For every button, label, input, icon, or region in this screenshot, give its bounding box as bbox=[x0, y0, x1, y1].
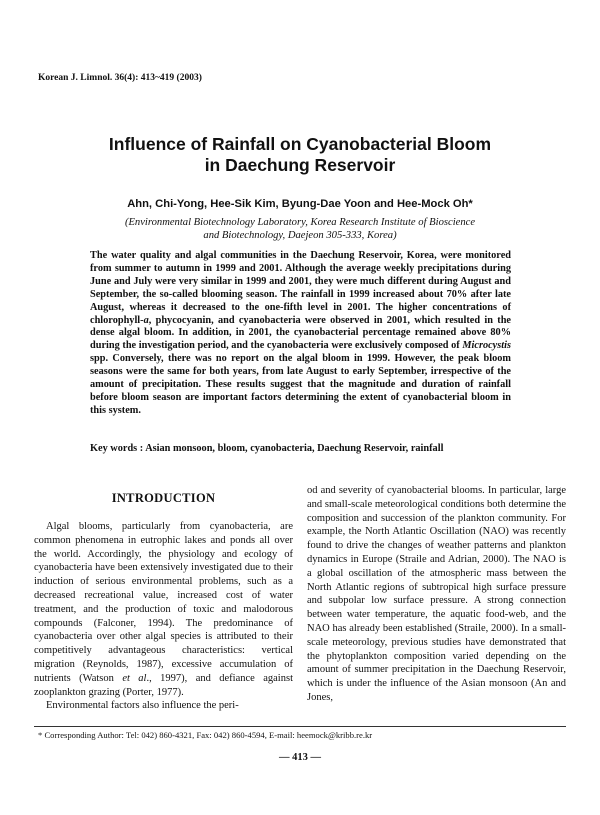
intro-p1-text-a: Algal blooms, particularly from cyanobacteria, are common phenomena in eutrophic lakes and ponds all over the world. Accordingly, the physiology and ecology of cyanobacteria have been extensively investigated due to their induction of serious environmental problems, such as a decreased recreational value, increased cost of water treatment, and the production of toxic and malodorous compounds (Falconer, 1994). The predominance of cyanobacteria over other algal species is attributed to their competitively advantageous characteristics: vertical migration (Reynolds, 1987), excessive accumulation of nutrients (Watson bbox=[34, 521, 293, 684]
corresponding-author-footnote: * Corresponding Author: Tel: 042) 860-4321, Fax: 042) 860-4594, E-mail: heemock@kribb.re.kr bbox=[38, 730, 373, 740]
abstract-chl-a: a bbox=[143, 314, 149, 326]
left-column bbox=[34, 520, 293, 713]
intro-p1-etal: et al bbox=[122, 672, 147, 684]
right-column bbox=[307, 484, 566, 705]
intro-paragraph-2-continued: od and severity of cyanobacterial blooms. In particular, large and small-scale meteorological conditions both determine the composition and succession of the plankton community. For example, the North Atlantic Oscillation (NAO) was recently found to drive the changes of weather patterns and plankton dynamics in Europe (Straile and Adrian, 2000). The NAO is a global oscillation of the atmospheric mass between the North Atlantic regions of subtropical high surface pressure and subpolar low surface pressure. A strong connection between water temperature, the aquatic food-web, and the NAO has already been established (Straile, 2000). In a small-scale meteorology, previous studies have demonstrated that the phytoplankton composition varied depending on the amount of summer precipitation in the Daechung Reservoir, which is under the influence of the Asian monsoon (An and Jones, bbox=[307, 485, 566, 703]
affiliation-line-2: and Biotechnology, Daejeon 305-333, Korea) bbox=[203, 230, 397, 241]
abstract-text-1: The water quality and algal communities in the Daechung Reservoir, Korea, were monitored from summer to autumn in 1999 and 2001. Although the average weekly precipitations during June and July were very similar in 1999 and 2001, they were much different during August and September, the so-called blooming season. The rainfall in 1999 increased about 70% after late August, whereas it decreased to the one-fifth level in 2001. The higher concentrations of chlorophyll- bbox=[90, 250, 511, 326]
title-line-1: Influence of Rainfall on Cyanobacterial Bloom bbox=[108, 134, 492, 154]
intro-paragraph-1 bbox=[34, 520, 293, 699]
intro-paragraph-2: Environmental factors also influence the peri- bbox=[46, 700, 239, 712]
author-list: Ahn, Chi-Yong, Hee-Sik Kim, Byung-Dae Yoon and Hee-Mock Oh* bbox=[127, 198, 473, 210]
journal-citation: Korean J. Limnol. 36(4): 413~419 (2003) bbox=[38, 73, 202, 83]
affiliation bbox=[110, 216, 490, 242]
affiliation-line-1: (Environmental Biotechnology Laboratory, Korea Research Institute of Bioscience bbox=[124, 217, 476, 228]
abstract bbox=[90, 250, 511, 418]
title-line-2: in Daechung Reservoir bbox=[204, 155, 396, 175]
page-number: — 413 — bbox=[279, 752, 321, 763]
keywords: Key words : Asian monsoon, bloom, cyanobacteria, Daechung Reservoir, rainfall bbox=[90, 443, 444, 454]
footnote-divider bbox=[34, 726, 566, 727]
abstract-text-3: spp. Conversely, there was no report on the algal bloom in 1999. However, the peak bloom seasons were the same for both years, from late August to early September, irrespective of the amount of precipitation. These results suggest that the magnitude and duration of rainfall before bloom season are important factors determining the extent of cyanobacterial bloom in this system. bbox=[90, 353, 511, 416]
intro-p1-text-b: ., 1997), and defiance against zooplankton grazing (Porter, 1977). bbox=[34, 672, 293, 698]
abstract-text-2: , phycocyanin, and cyanobacteria were observed in 2001, which resulted in the dense algal bloom. In addition, in 2001, the cyanobacterial percentage remained above 80% during the investigation period, and the cyanobacteria were exclusively composed of bbox=[90, 314, 511, 352]
abstract-genus: Microcystis bbox=[462, 340, 511, 352]
section-heading-introduction: INTRODUCTION bbox=[111, 491, 216, 505]
paper-title bbox=[60, 134, 540, 176]
